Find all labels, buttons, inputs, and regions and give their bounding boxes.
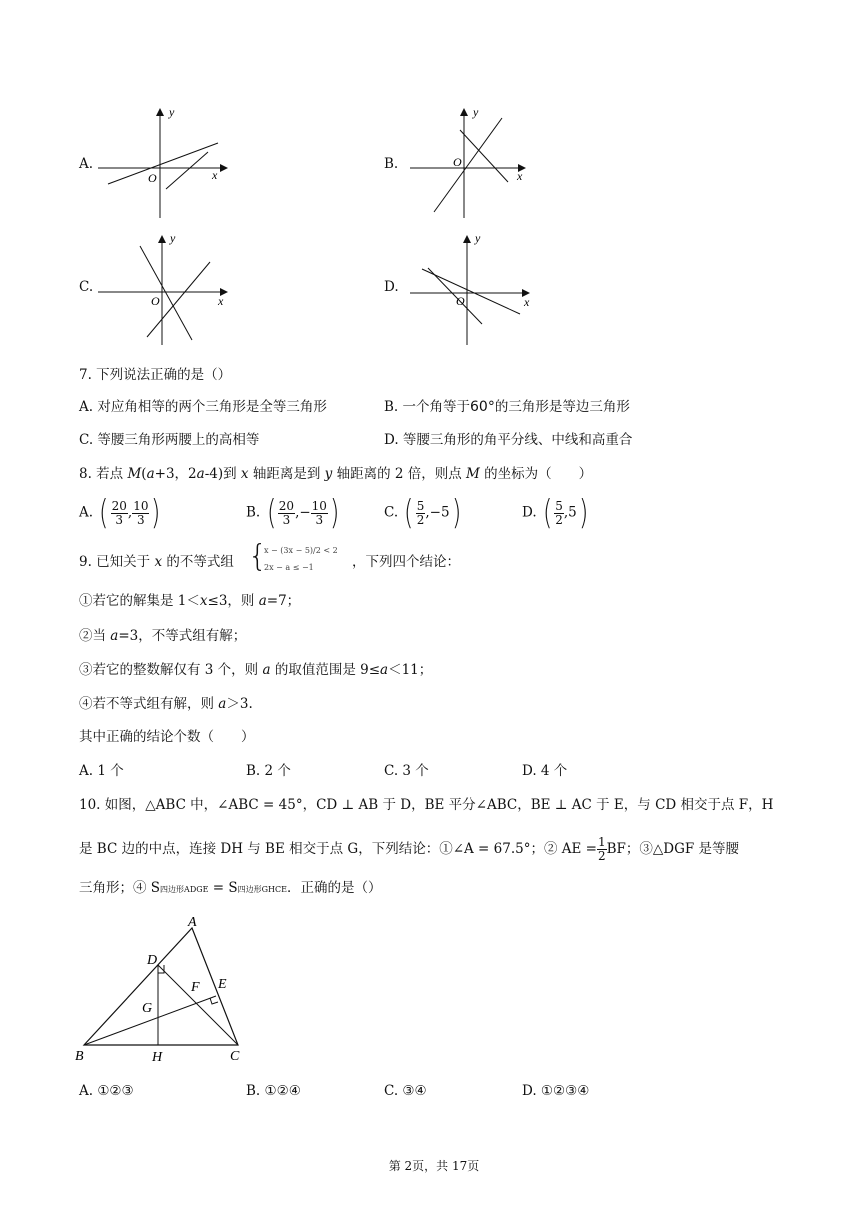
q10-option-c: C. ③④ [384,1083,427,1099]
q7-option-b: B. 一个角等于60°的三角形是等边三角形 [384,399,630,415]
q10-option-d: D. ①②③④ [522,1083,590,1099]
q9-stem-tail: ，下列四个结论： [352,554,460,570]
q8-option-b: B. ( $\frac{20}{3}$ ,− $\frac{10}{3}$ ) [246,493,340,533]
q10-line-2: 是 BC 边的中点，连接 DH 与 BE 相交于点 G，下列结论：①∠A = 67.5°；② AE = $\frac{1}{2}$ BF；③△DGF 是等腰 [79,835,740,863]
q9-brace: { [248,539,268,574]
graph-c-origin: O [151,294,160,308]
q10-label-d: D [147,953,158,968]
q10-option-a: A. ①②③ [79,1083,134,1099]
graph-a-label: A. [79,156,94,172]
q10-label-a: A [188,915,197,930]
q10-label-g: G [142,1001,153,1016]
graph-c-y: y [170,231,176,245]
q9-option-d: D. 4 个 [522,763,568,779]
q9-option-a: A. 1 个 [79,763,124,779]
q10-line-1: 10. 如图，△ABC 中，∠ABC = 45°，CD ⊥ AB 于 D，BE 平分∠ABC，BE ⊥ AC 于 E，与 CD 相交于点 F，H [79,797,774,813]
graph-a [90,100,240,225]
q10-label-e: E [218,977,227,992]
q9-conclusion-2: ②当 a=3，不等式组有解； [79,628,247,644]
q7-option-c: C. 等腰三角形两腰上的高相等 [79,432,260,448]
graph-c-x: x [218,294,224,308]
q10-figure [72,912,272,1072]
graph-c-label: C. [79,279,94,295]
q9-conclusion-3: ③若它的整数解仅有 3 个，则 a 的取值范围是 9≤a＜11； [79,662,433,678]
graph-b-x: x [517,169,523,183]
q9-conclusion-1: ①若它的解集是 1＜x≤3，则 a=7； [79,593,301,609]
q7-option-d: D. 等腰三角形的角平分线、中线和高重合 [384,432,633,448]
q9-conclusion-4: ④若不等式组有解，则 a＞3. [79,696,253,712]
graph-c [90,225,240,350]
q9-stem: 9. 已知关于 x 的不等式组 [79,554,234,570]
graph-d [400,225,550,350]
q10-label-f: F [191,980,200,995]
graph-a-y: y [169,105,175,119]
q9-question: 其中正确的结论个数（ ） [79,729,255,745]
q9-ineq-2: 2x − a ≤ −1 [264,563,314,572]
graph-b-label: B. [384,156,399,172]
q7-stem: 7. 下列说法正确的是（） [79,367,232,383]
q10-line-3: 三角形；④ S四边形ADGE = S四边形GHCE．正确的是（） [79,880,382,896]
graph-a-origin: O [148,171,157,185]
q8-option-a: A. ( $\frac{20}{3}$ , $\frac{10}{3}$ ) [79,493,161,533]
graph-b-y: y [473,105,479,119]
q9-option-b: B. 2 个 [246,763,291,779]
graph-d-origin: O [456,294,465,308]
q9-option-c: C. 3 个 [384,763,429,779]
q10-option-b: B. ①②④ [246,1083,301,1099]
graph-d-y: y [475,231,481,245]
graph-d-label: D. [384,279,399,295]
q10-label-c: C [230,1049,240,1064]
q8-stem: 8. 若点 M(a+3，2a-4)到 x 轴距离是到 y 轴距离的 2 倍，则点 M 的坐标为（ ） [79,466,593,482]
q8-option-d: D. ( $\frac{5}{2}$ ,5) [522,493,589,533]
q7-option-a: A. 对应角相等的两个三角形是全等三角形 [79,399,327,415]
q9-ineq-1: x − (3x − 5)/2 < 2 [264,546,338,555]
graph-b-origin: O [453,155,462,169]
graph-b [400,100,550,225]
graph-a-x: x [212,168,218,182]
page-footer: 第 2页，共 17页 [388,1159,480,1173]
q10-label-h: H [152,1050,163,1065]
q10-label-b: B [75,1049,84,1064]
q8-option-c: C. ( $\frac{5}{2}$ ,−5) [384,493,461,533]
graph-d-x: x [524,295,530,309]
